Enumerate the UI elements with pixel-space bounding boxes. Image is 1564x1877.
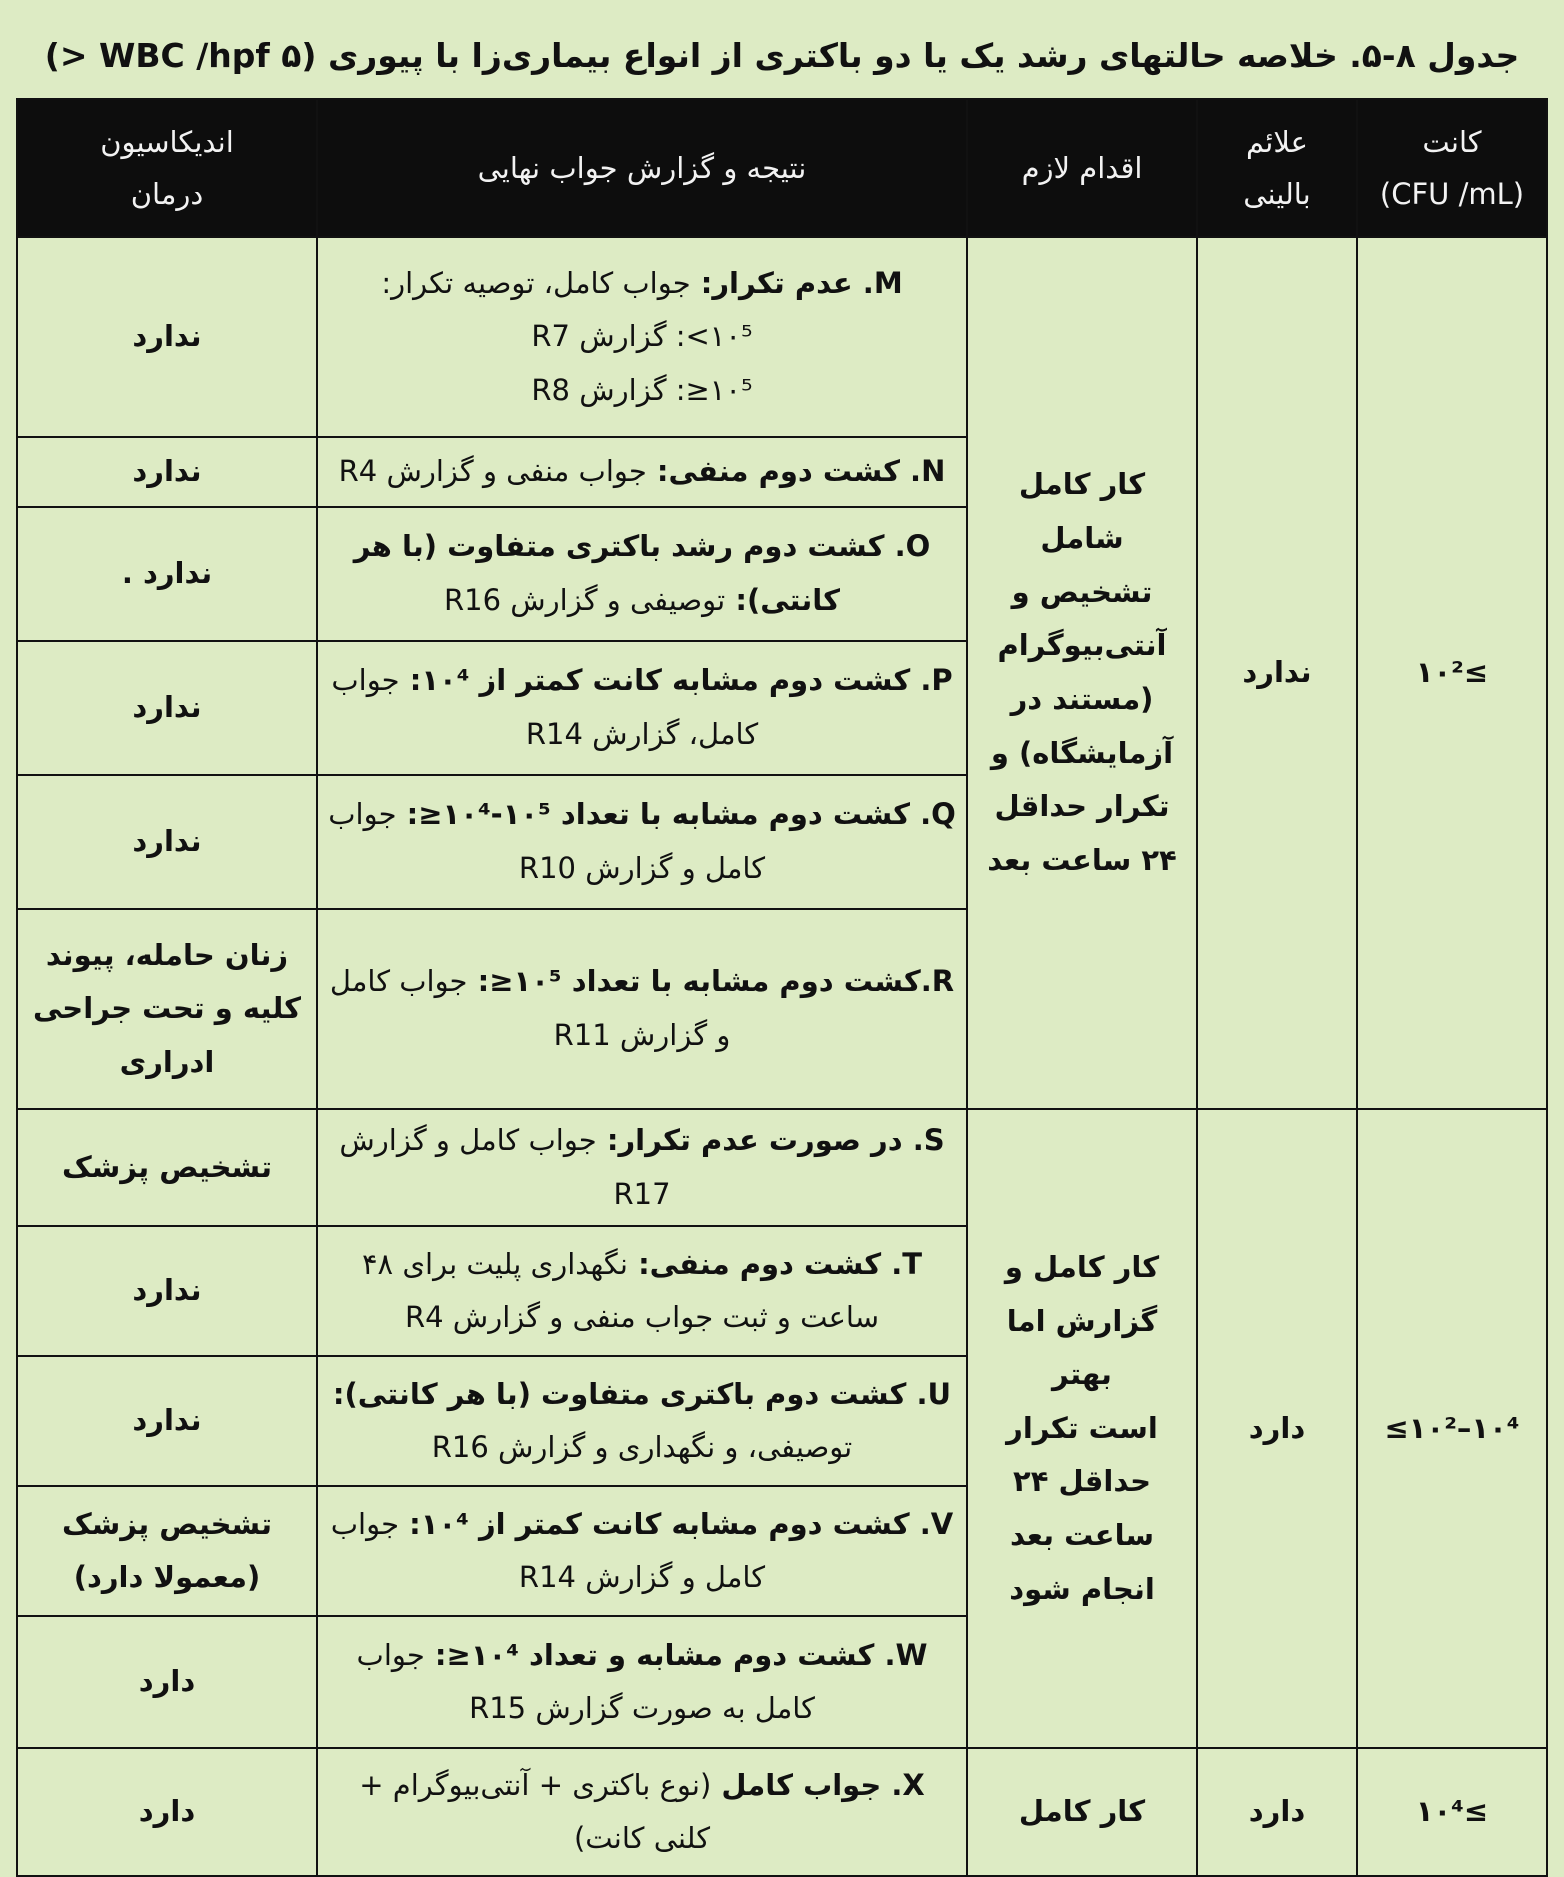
action-line: ۲۴ ساعت بعد [987,842,1177,877]
treatment-indication-cell: ندارد [17,775,317,909]
action-line: کار کامل [1018,1794,1146,1829]
result-cell [317,1616,967,1748]
table-row [17,237,1547,437]
result-label: O. کشت دوم رشد باکتری متفاوت (با هر کانتی): [353,529,931,617]
result-text: نگهداری پلیت برای ۴۸ ساعت و ثبت جواب منفی و گزارش R4 [361,1246,880,1335]
action-cell [967,1109,1197,1748]
count-cell: ≥۱۰² [1357,237,1547,1109]
action-line: کار کامل شامل [1018,467,1146,556]
result-cell [317,1109,967,1226]
action-line: کار کامل و [1004,1249,1160,1284]
result-text: جواب کامل و گزارش R14 [330,1506,766,1595]
result-label: M. عدم تکرار: [700,265,903,300]
table-body [17,237,1547,1876]
count-cell: ۱۰⁴–۱۰²≥ [1357,1109,1547,1748]
result-cell [317,641,967,775]
table-row [17,1109,1547,1226]
clinical-signs-cell: دارد [1197,1748,1357,1876]
result-text: جواب کامل و گزارش R10 [328,797,766,885]
result-cell [317,507,967,641]
table-title: جدول ۸-۵. خلاصه حالتهای رشد یک یا دو باکتری از انواع بیماری‌زا با پیوری (WBC /hpf ۵ <) [44,36,1520,75]
result-cell [317,775,967,909]
clinical-signs-cell: دارد [1197,1109,1357,1748]
result-subline: ۱۰⁵≤: گزارش R8 [531,372,753,407]
action-line: آزمایشگاه) و [990,735,1174,770]
action-line: تکرار حداقل [994,789,1170,824]
treatment-indication-cell: تشخیص پزشک (معمولا دارد) [17,1486,317,1616]
action-cell [967,237,1197,1109]
action-line: تشخیص و [1011,574,1153,609]
treatment-indication-cell: تشخیص پزشک [17,1109,317,1226]
result-text: جواب کامل و گزارش R17 [339,1123,671,1211]
summary-table [16,98,1548,1877]
clinical-signs-cell: ندارد [1197,237,1357,1109]
header-count: کانت (CFU /mL) [1357,99,1547,237]
result-subline: ۱۰⁵>: گزارش R7 [531,319,753,354]
treatment-indication-cell: ندارد [17,237,317,437]
action-line: است تکرار [1006,1410,1158,1445]
treatment-indication-cell: ندارد [17,1226,317,1356]
table-row [17,1748,1547,1876]
result-text: جواب کامل و گزارش R11 [329,964,731,1052]
result-cell [317,437,967,507]
count-cell: ≥۱۰⁴ [1357,1748,1547,1876]
result-text: جواب کامل، گزارش R14 [331,663,759,751]
result-cell [317,1486,967,1616]
treatment-indication-cell: ندارد [17,641,317,775]
result-label: T. کشت دوم منفی: [638,1246,923,1281]
treatment-indication-cell: دارد [17,1748,317,1876]
treatment-indication-cell: ندارد . [17,507,317,641]
result-label: U. کشت دوم باکتری متفاوت (با هر کانتی): [332,1376,952,1411]
action-cell [967,1748,1197,1876]
header-clinical-signs: علائم بالینی [1197,99,1357,237]
treatment-indication-cell: ندارد [17,1356,317,1486]
result-cell [317,1226,967,1356]
result-label: W. کشت دوم مشابه و تعداد ۱۰⁴≤: [434,1637,928,1672]
treatment-indication-cell: دارد [17,1616,317,1748]
result-label: V. کشت دوم مشابه کانت کمتر از ۱۰⁴: [409,1506,954,1541]
result-label: P. کشت دوم مشابه کانت کمتر از ۱۰⁴: [409,663,953,698]
action-line: آنتی‌بیوگرام [997,628,1167,663]
result-label: S. در صورت عدم تکرار: [606,1123,945,1157]
action-line: گزارش اما بهتر [1006,1303,1158,1392]
result-text: توصیفی و گزارش R16 [443,583,726,617]
result-text: توصیفی، و نگهداری و گزارش R16 [431,1430,853,1465]
action-line: انجام شود [1009,1571,1155,1606]
header-row [17,99,1547,237]
result-label: N. کشت دوم منفی: [656,454,946,489]
header-result: نتیجه و گزارش جواب نهایی [317,99,967,237]
result-label: Q. کشت دوم مشابه با تعداد ۱۰⁵-۱۰⁴≤: [406,797,956,832]
header-action: اقدام لازم [967,99,1197,237]
action-line: ساعت بعد [1009,1518,1155,1553]
action-line: (مستند در [1010,682,1154,716]
header-treatment-indication: اندیکاسیون درمان [17,99,317,237]
result-label: R.کشت دوم مشابه با تعداد ۱۰⁵≤: [477,964,955,999]
result-text: (نوع باکتری + آنتی‌بیوگرام + کلنی کانت) [359,1767,712,1856]
result-label: X. جواب کامل [721,1767,925,1802]
treatment-indication-cell: زنان حامله، پیوند کلیه و تحت جراحی ادراری [17,909,317,1109]
result-text: جواب کامل، توصیه تکرار: [381,265,691,300]
result-cell [317,909,967,1109]
result-cell [317,237,967,437]
treatment-indication-cell: ندارد [17,437,317,507]
result-text: جواب منفی و گزارش R4 [338,454,647,489]
result-cell [317,1356,967,1486]
result-text: جواب کامل به صورت گزارش R15 [356,1637,815,1726]
action-line: حداقل ۲۴ [1013,1464,1151,1499]
result-cell [317,1748,967,1876]
